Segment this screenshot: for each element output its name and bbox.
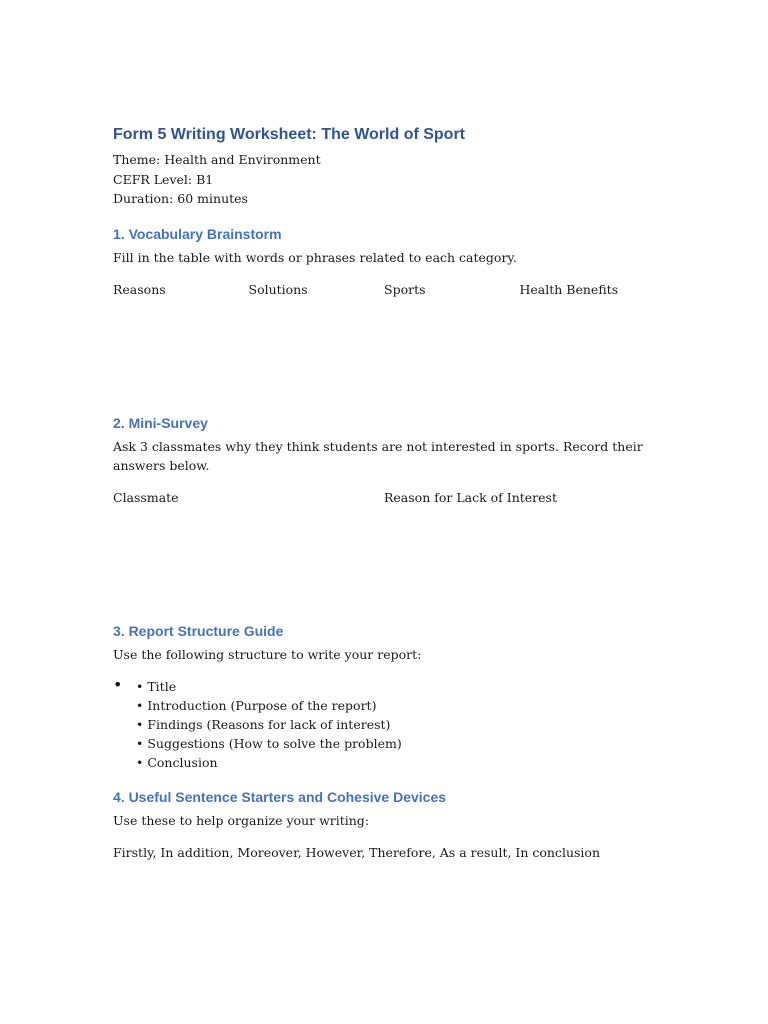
list-item: • Introduction (Purpose of the report)	[136, 697, 377, 713]
table-header-cell: Reasons	[113, 281, 166, 297]
worksheet-page	[113, 124, 658, 862]
document-title: Form 5 Writing Worksheet: The World of Sport	[113, 126, 466, 143]
section-heading: 3. Report Structure Guide	[113, 622, 284, 639]
section-sentence-starters	[113, 787, 658, 862]
section-heading: 2. Mini-Survey	[113, 414, 208, 431]
document-meta	[113, 150, 658, 209]
table-header-cell: Solutions	[248, 281, 308, 297]
table-header-row	[113, 488, 658, 507]
list-item: • Suggestions (How to solve the problem)	[136, 736, 402, 752]
meta-cefr-level: CEFR Level: B1	[113, 171, 214, 187]
table-header-cell: Reason for Lack of Interest	[384, 489, 557, 505]
section-vocabulary-brainstorm	[113, 224, 658, 413]
table-header-row	[113, 280, 658, 299]
table-header-cell: Health Benefits	[519, 281, 619, 297]
section-instruction: Fill in the table with words or phrases related to each category.	[113, 249, 517, 265]
section-instruction: Use these to help organize your writing:	[113, 812, 370, 828]
table-header-cell: Classmate	[113, 489, 179, 505]
list-item: • Title	[136, 678, 177, 694]
list-item: • Findings (Reasons for lack of interest)	[136, 716, 391, 732]
section-mini-survey	[113, 413, 658, 621]
list-item: • Conclusion	[136, 755, 218, 771]
table-blank-area	[113, 299, 658, 413]
table-blank-area	[113, 507, 658, 621]
cohesive-devices-list: Firstly, In addition, Moreover, However, Therefore, As a result, In conclusion	[113, 844, 601, 860]
structure-list	[113, 674, 658, 773]
section-instruction: Ask 3 classmates why they think students are not interested in sports. Record their answers below.	[113, 438, 643, 473]
meta-duration: Duration: 60 minutes	[113, 191, 248, 206]
table-header-cell: Sports	[384, 281, 426, 297]
section-heading: 1. Vocabulary Brainstorm	[113, 225, 282, 242]
bullet-icon: •	[113, 674, 123, 694]
meta-theme: Theme: Health and Environment	[113, 152, 321, 167]
section-report-structure	[113, 621, 658, 773]
section-heading: 4. Useful Sentence Starters and Cohesive Devices	[113, 788, 447, 805]
section-instruction: Use the following structure to write your report:	[113, 646, 422, 662]
